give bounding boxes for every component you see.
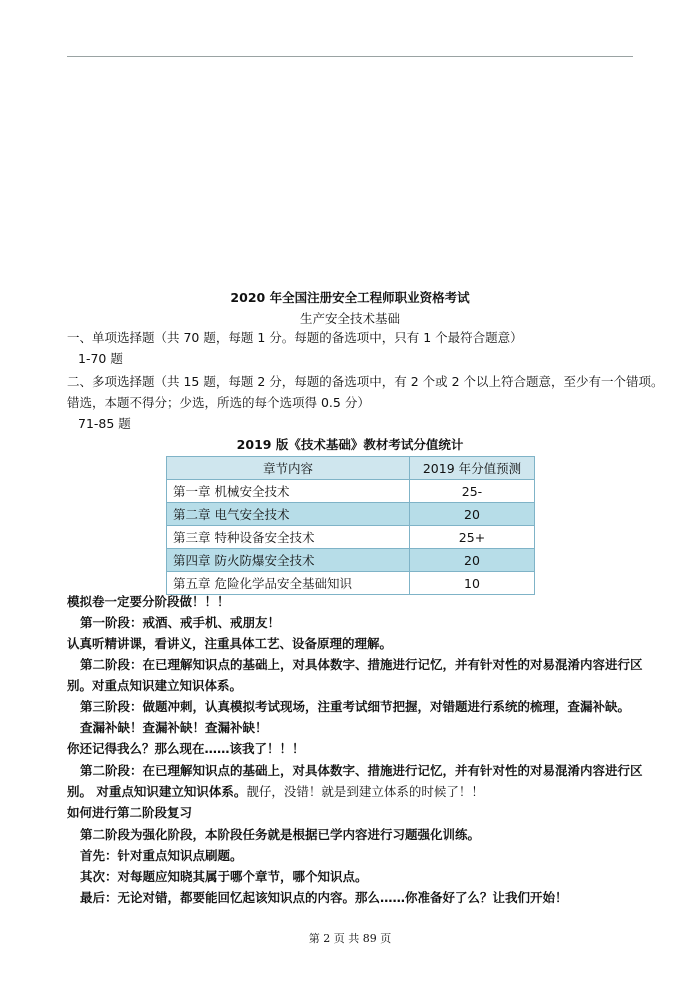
body-line-4: 第二阶段：在已理解知识点的基础上，对具体数字、措施进行记忆，并有针对性的对易混淆内容进行区 bbox=[80, 657, 643, 672]
table-cell-chapter: 第三章 特种设备安全技术 bbox=[167, 526, 410, 549]
body-line-10-bold: 别。 对重点知识建立知识体系。 bbox=[67, 784, 247, 799]
table-header-score: 2019 年分值预测 bbox=[410, 457, 535, 480]
exam-subtitle: 生产安全技术基础 bbox=[299, 311, 400, 326]
table-row bbox=[167, 526, 535, 549]
body-line-10-normal: 靓仔，没错！就是到建立体系的时候了！！ bbox=[246, 784, 484, 799]
section2-range: 71-85 题 bbox=[78, 416, 131, 431]
body-line-12: 第二阶段为强化阶段，本阶段任务就是根据已学内容进行习题强化训练。 bbox=[80, 827, 481, 842]
body-line-8: 你还记得我么？那么现在……该我了！！！ bbox=[67, 741, 305, 756]
body-line-6: 第三阶段：做题冲刺，认真模拟考试现场，注重考试细节把握，对错题进行系统的梳理，查漏补缺。 bbox=[80, 699, 631, 714]
table-header-row bbox=[167, 457, 535, 480]
table-cell-chapter: 第四章 防火防爆安全技术 bbox=[167, 549, 410, 572]
table-cell-chapter: 第五章 危险化学品安全基础知识 bbox=[167, 572, 410, 595]
section2-heading-line1: 二、多项选择题（共 15 题，每题 2 分，每题的备选项中，有 2 个或 2 个以上符合题意，至少有一个错项。 bbox=[67, 374, 664, 389]
table-cell-score: 25+ bbox=[410, 526, 535, 549]
body-line-1: 模拟卷一定要分阶段做！！！ bbox=[67, 594, 230, 609]
body-line-14: 其次：对每题应知晓其属于哪个章节，哪个知识点。 bbox=[80, 869, 368, 884]
table-title: 2019 版《技术基础》教材考试分值统计 bbox=[236, 437, 464, 452]
header-rule bbox=[67, 56, 633, 57]
table-cell-chapter: 第二章 电气安全技术 bbox=[167, 503, 410, 526]
body-line-7: 查漏补缺！查漏补缺！查漏补缺！ bbox=[80, 720, 268, 735]
table-cell-score: 25- bbox=[410, 480, 535, 503]
page-footer: 第 2 页 共 89 页 bbox=[308, 932, 392, 945]
section1-heading: 一、单项选择题（共 70 题，每题 1 分。每题的备选项中，只有 1 个最符合题意） bbox=[67, 330, 523, 345]
table-cell-chapter: 第一章 机械安全技术 bbox=[167, 480, 410, 503]
body-line-13: 首先：针对重点知识点刷题。 bbox=[80, 848, 243, 863]
body-line-15: 最后：无论对错，都要能回忆起该知识点的内容。那么……你准备好了么？让我们开始！ bbox=[80, 890, 568, 905]
table-cell-score: 20 bbox=[410, 503, 535, 526]
exam-title: 2020 年全国注册安全工程师职业资格考试 bbox=[230, 290, 470, 305]
body-line-11: 如何进行第二阶段复习 bbox=[67, 805, 193, 820]
body-line-5: 别。对重点知识建立知识体系。 bbox=[67, 678, 243, 693]
table-row bbox=[167, 503, 535, 526]
table-row bbox=[167, 480, 535, 503]
score-table bbox=[166, 456, 535, 595]
body-line-3: 认真听精讲课，看讲义，注重具体工艺、设备原理的理解。 bbox=[67, 636, 393, 651]
table-cell-score: 10 bbox=[410, 572, 535, 595]
body-line-10 bbox=[67, 782, 484, 802]
section1-range: 1-70 题 bbox=[78, 351, 123, 366]
table-header-chapter: 章节内容 bbox=[167, 457, 410, 480]
section2-heading-line2: 错选，本题不得分；少选，所选的每个选项得 0.5 分） bbox=[67, 395, 370, 410]
table-cell-score: 20 bbox=[410, 549, 535, 572]
body-line-2: 第一阶段：戒酒、戒手机、戒朋友！ bbox=[80, 615, 281, 630]
table-row bbox=[167, 549, 535, 572]
body-line-9: 第二阶段：在已理解知识点的基础上，对具体数字、措施进行记忆，并有针对性的对易混淆内容进行区 bbox=[80, 763, 643, 778]
